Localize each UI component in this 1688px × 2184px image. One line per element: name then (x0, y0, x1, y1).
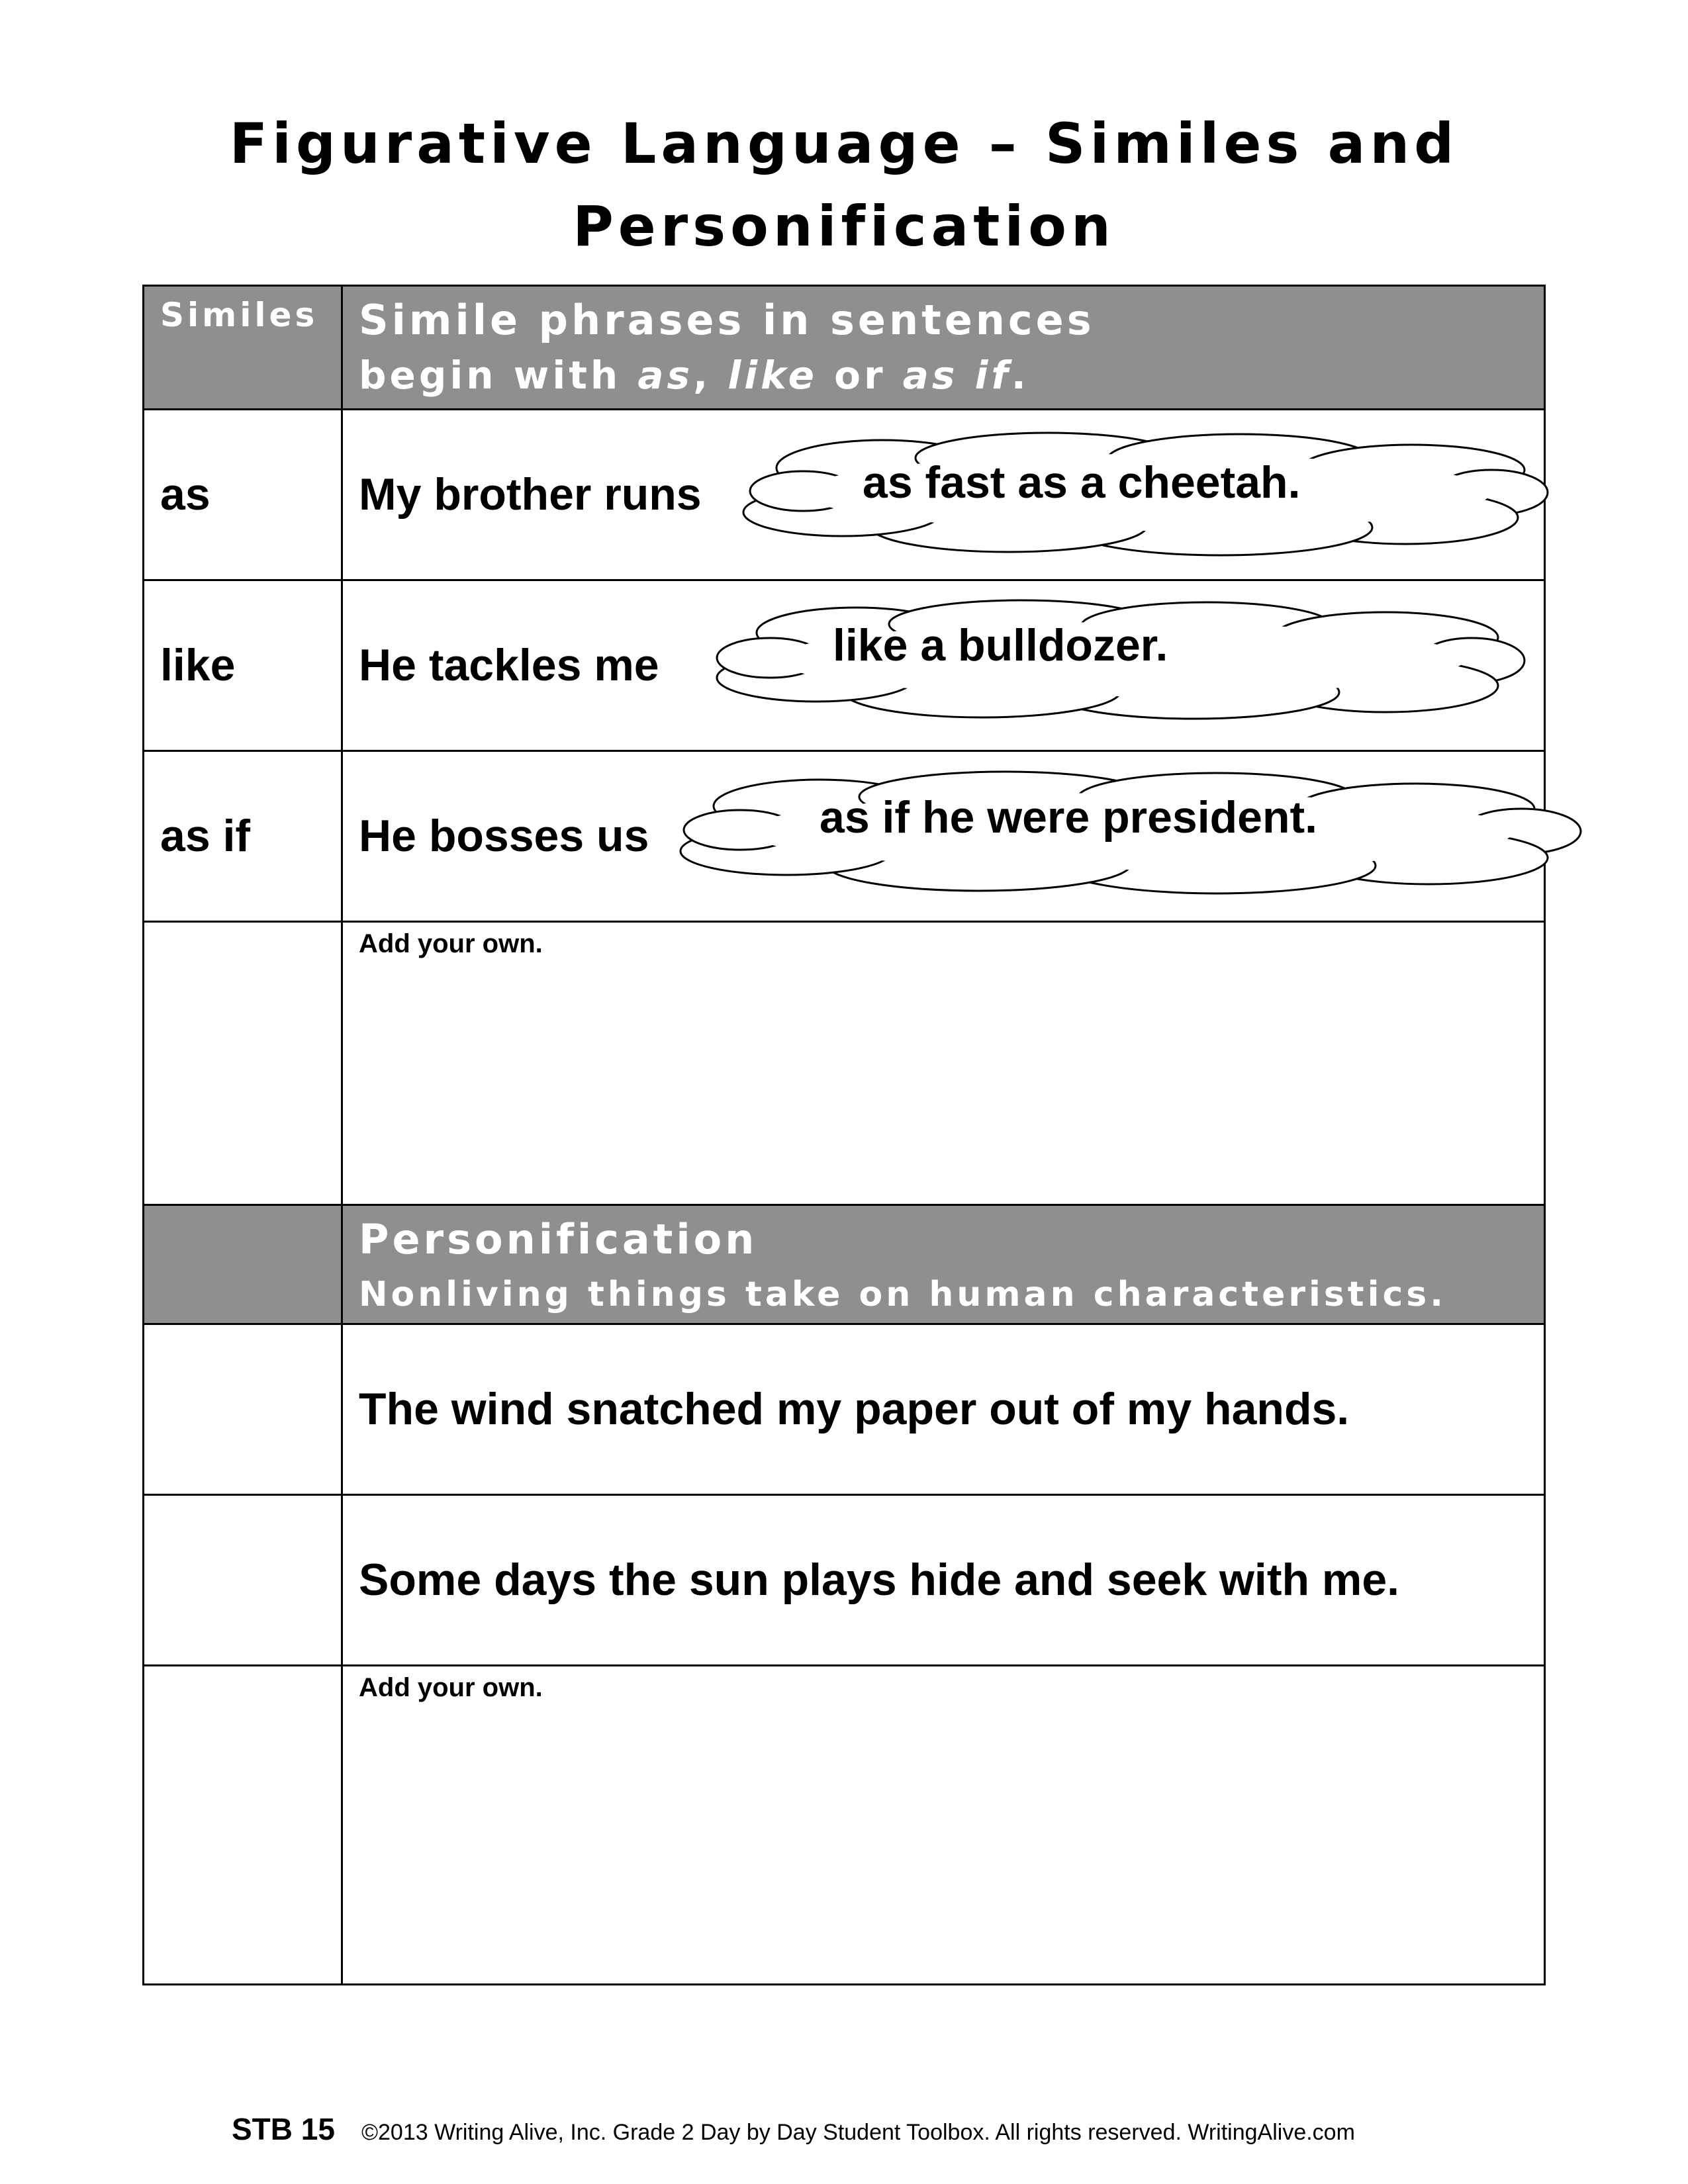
personification-header-row (144, 1206, 1544, 1325)
simile-phrase: as fast as a cheetah. (863, 457, 1301, 508)
similes-header-line1: Simile phrases in sentences (359, 296, 1095, 344)
personification-sentence: Some days the sun plays hide and seek with me. (359, 1555, 1400, 1605)
personification-header-line2: Nonliving things take on human characteristics. (359, 1275, 1447, 1314)
personification-row (144, 1496, 1544, 1666)
simile-row-as-if (144, 752, 1544, 923)
simile-sentence: My brother runs (359, 469, 702, 520)
simile-label: like (160, 640, 236, 690)
simile-sentence: He tackles me (359, 640, 659, 690)
personification-header-line1: Personification (359, 1215, 758, 1263)
simile-phrase: as if he were president. (820, 792, 1318, 842)
worksheet-table (142, 285, 1546, 1985)
add-your-own-label: Add your own. (359, 929, 543, 958)
word-as-if: as if (902, 353, 1011, 398)
word-as: as (637, 353, 694, 398)
copyright-text: ©2013 Writing Alive, Inc. Grade 2 Day by Day Student Toolbox. All rights reserved. WritingAlive.com (361, 2120, 1355, 2145)
footer (232, 2111, 1355, 2147)
personification-add-own-row[interactable] (144, 1666, 1544, 1983)
page-title-line1: Figurative Language – Similes and (229, 111, 1459, 176)
simile-label: as if (160, 811, 251, 861)
simile-sentence: He bosses us (359, 811, 649, 861)
personification-sentence: The wind snatched my paper out of my hands. (359, 1384, 1350, 1434)
simile-label: as (160, 469, 211, 520)
word-like: like (727, 353, 818, 398)
simile-phrase: like a bulldozer. (833, 620, 1168, 670)
column-divider (341, 287, 343, 1983)
page-title-line2: Personification (573, 194, 1115, 259)
personification-row (144, 1325, 1544, 1496)
simile-row-like (144, 581, 1544, 752)
similes-header-line2: begin with as, like or as if. (359, 353, 1029, 398)
add-your-own-label: Add your own. (359, 1673, 543, 1702)
similes-header-row (144, 287, 1544, 410)
similes-header-label: Similes (160, 296, 318, 334)
similes-add-own-row[interactable] (144, 923, 1544, 1206)
simile-row-as (144, 410, 1544, 581)
page-code: STB 15 (232, 2112, 335, 2146)
